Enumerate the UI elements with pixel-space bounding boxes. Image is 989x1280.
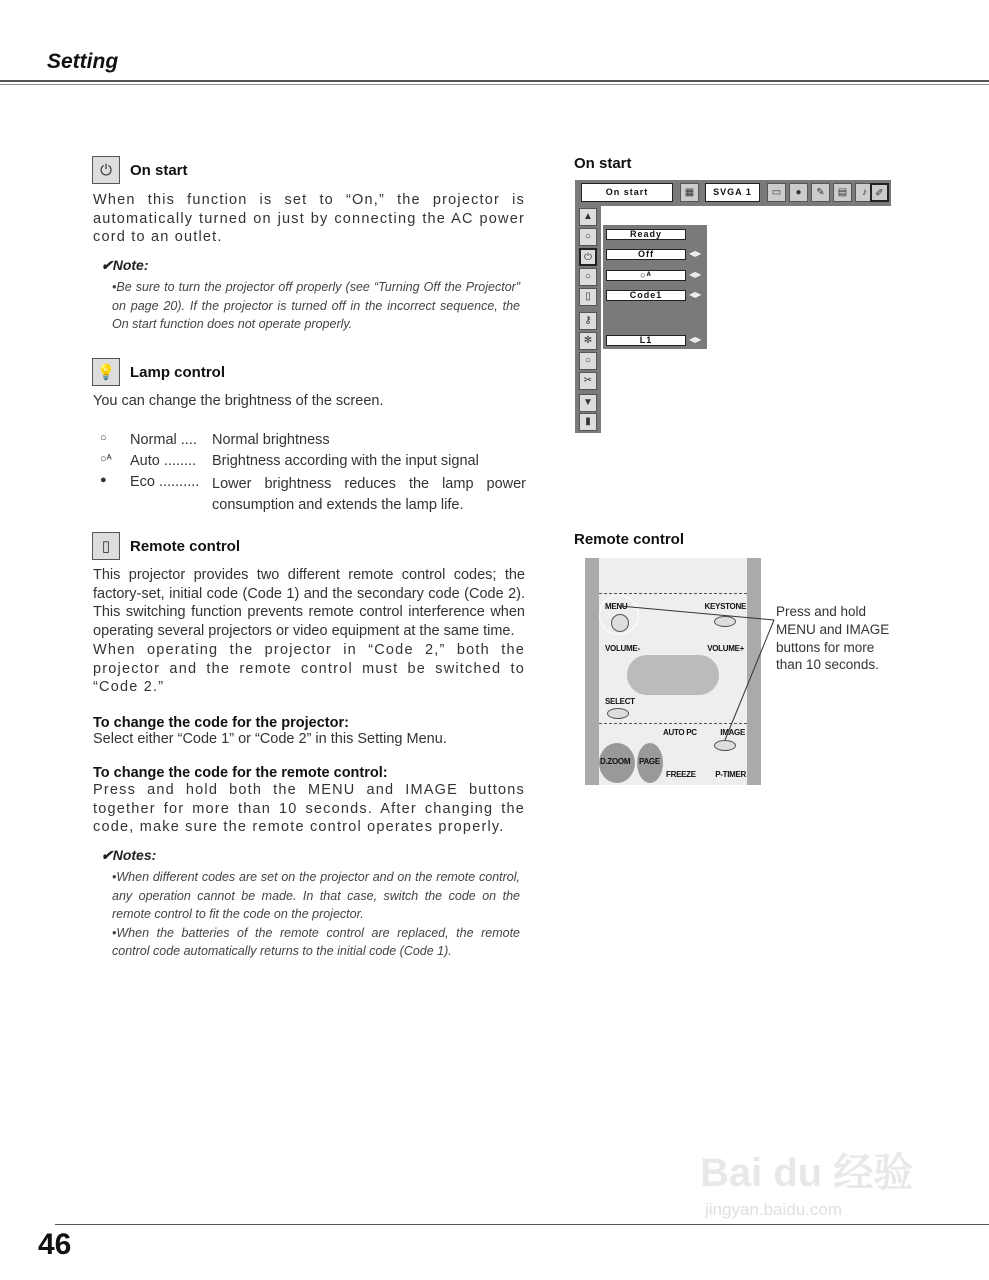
menu-top-bar	[575, 180, 891, 206]
pc-adjust-icon: ▭	[767, 183, 786, 202]
screen-icon: ▤	[833, 183, 852, 202]
menu-title-box: On start	[581, 183, 673, 202]
remote-control-text-2: When operating the projector in “Code 2,” both the projector and the remote control must be switched to “Code 2.”	[93, 641, 525, 696]
projector-code-text: Select either “Code 1” or “Code 2” in this Setting Menu.	[93, 730, 447, 747]
adjust-arrows-icon: ◀▶	[689, 270, 702, 279]
on-start-section	[93, 191, 529, 334]
remote-label-volume-minus: VOLUME-	[605, 644, 640, 653]
lamp-icon: 💡	[92, 358, 120, 386]
lamp-auto-icon: ○ᴬ	[100, 453, 112, 465]
remote-label-select: SELECT	[605, 697, 635, 706]
remote-control-section	[93, 566, 529, 961]
watermark-logo: Bai du 经验	[700, 1151, 914, 1195]
input-icon: ▦	[680, 183, 699, 202]
lamp-mode-auto: ○ᴬ Auto ........ Brightness according with the input signal	[100, 453, 530, 474]
remote-icon: ▯	[579, 288, 597, 306]
fan-icon: ✻	[579, 332, 597, 350]
sound-icon: ♪	[855, 183, 874, 202]
fig-on-start-caption: On start	[574, 155, 632, 172]
remote-code-text: Press and hold both the MENU and IMAGE buttons together for more than 10 seconds. After changing the code, make sure the remote control operates properly.	[93, 781, 525, 836]
remote-label-page: PAGE	[639, 757, 660, 766]
header-rule	[0, 80, 989, 82]
remote-label-keystone: KEYSTONE	[704, 602, 746, 611]
menu-value-lamp: ○ᴬ	[606, 270, 686, 281]
remote-control-text: This projector provides two different remote control codes; the factory-set, initial code (Code 1) and the secondary code (Code 2). This switching function prevents remote control interference when operating several projectors or video equipment at the same time.	[93, 567, 525, 640]
lamp-mode-eco: ● Eco .......... Lower brightness reduces the lamp power consumption and extends the lamp life.	[100, 474, 530, 516]
page-number: 46	[38, 1228, 72, 1261]
remote-callout-text: Press and hold MENU and IMAGE buttons for more than 10 seconds.	[776, 604, 890, 673]
lamp-icon: ○	[579, 228, 597, 246]
callout-lines	[600, 600, 780, 750]
setting-icon: ✐	[870, 183, 889, 202]
remote-label-p-timer: P-TIMER	[715, 770, 746, 779]
fig-remote-caption: Remote control	[574, 531, 685, 548]
menu-value-fan: L1	[606, 335, 686, 346]
note-heading: ✔Note:	[101, 257, 149, 274]
key-icon: ⚷	[579, 312, 597, 330]
on-start-note: •Be sure to turn the projector off properly (see “Turning Off the Projector” on page 20). If the projector is turned off in the incorrect sequence, the On start function does not operate properly.	[112, 280, 520, 332]
remote-code-heading: To change the code for the remote control:	[93, 764, 388, 781]
lamp-mode-normal: ○ Normal .... Normal brightness	[100, 432, 530, 453]
lamp-eco-icon: ●	[100, 474, 107, 486]
image-adjust-icon: ✎	[811, 183, 830, 202]
remote-control-heading: Remote control	[130, 538, 241, 555]
source-box: SVGA 1	[705, 183, 760, 202]
remote-label-image: IMAGE	[720, 728, 745, 737]
projector-code-heading: To change the code for the projector:	[93, 714, 349, 731]
on-start-heading: On start	[130, 162, 188, 179]
filter-icon: ✂	[579, 372, 597, 390]
lamp-counter-icon: ○	[579, 352, 597, 370]
remote-label-auto-pc: AUTO PC	[663, 728, 697, 737]
watermark-url: jingyan.baidu.com	[705, 1200, 843, 1219]
up-arrow-icon: ▲	[579, 208, 597, 226]
down-arrow-icon: ▼	[579, 394, 597, 412]
remote-label-menu: MENU	[605, 602, 628, 611]
menu-value-on-start: Off	[606, 249, 686, 260]
remote-icon: ▯	[92, 532, 120, 560]
lamp-control-icon: ○	[579, 268, 597, 286]
menu-value-panel	[603, 225, 707, 349]
on-start-icon: ⏻	[92, 156, 120, 184]
on-start-icon: ⏻	[579, 248, 597, 266]
lamp-control-heading: Lamp control	[130, 364, 226, 381]
on-start-text: When this function is set to “On,” the projector is automatically turned on just by connecting the AC power cord to an outlet.	[93, 192, 525, 246]
menu-value-remote-code: Code1	[606, 290, 686, 301]
exit-icon: ▮	[579, 413, 597, 431]
header-rule-thin	[0, 84, 989, 85]
remote-label-volume-plus: VOLUME+	[707, 644, 744, 653]
page-header-title: Setting	[47, 50, 119, 73]
adjust-arrows-icon: ◀▶	[689, 335, 702, 344]
lamp-control-text: You can change the brightness of the screen.	[93, 393, 384, 409]
lamp-normal-icon: ○	[100, 432, 107, 444]
remote-note-2: •When the batteries of the remote control are replaced, the remote control code automatically returns to the initial code (Code 1).	[112, 925, 520, 959]
lamp-mode-list	[100, 432, 530, 516]
remote-label-freeze: FREEZE	[666, 770, 696, 779]
adjust-arrows-icon: ◀▶	[689, 290, 702, 299]
adjust-arrows-icon: ◀▶	[689, 249, 702, 258]
footer-rule	[55, 1224, 989, 1225]
remote-note-1: •When different codes are set on the projector and on the remote control, any operation cannot be made. In that case, switch the code on the remote control to fit the code on the projector.	[112, 870, 520, 922]
image-select-icon: ●	[789, 183, 808, 202]
notes-heading: ✔Notes:	[101, 847, 157, 864]
remote-label-dzoom: D.ZOOM	[600, 757, 631, 766]
menu-side-bar	[575, 206, 601, 433]
menu-value-ready: Ready	[606, 229, 686, 240]
